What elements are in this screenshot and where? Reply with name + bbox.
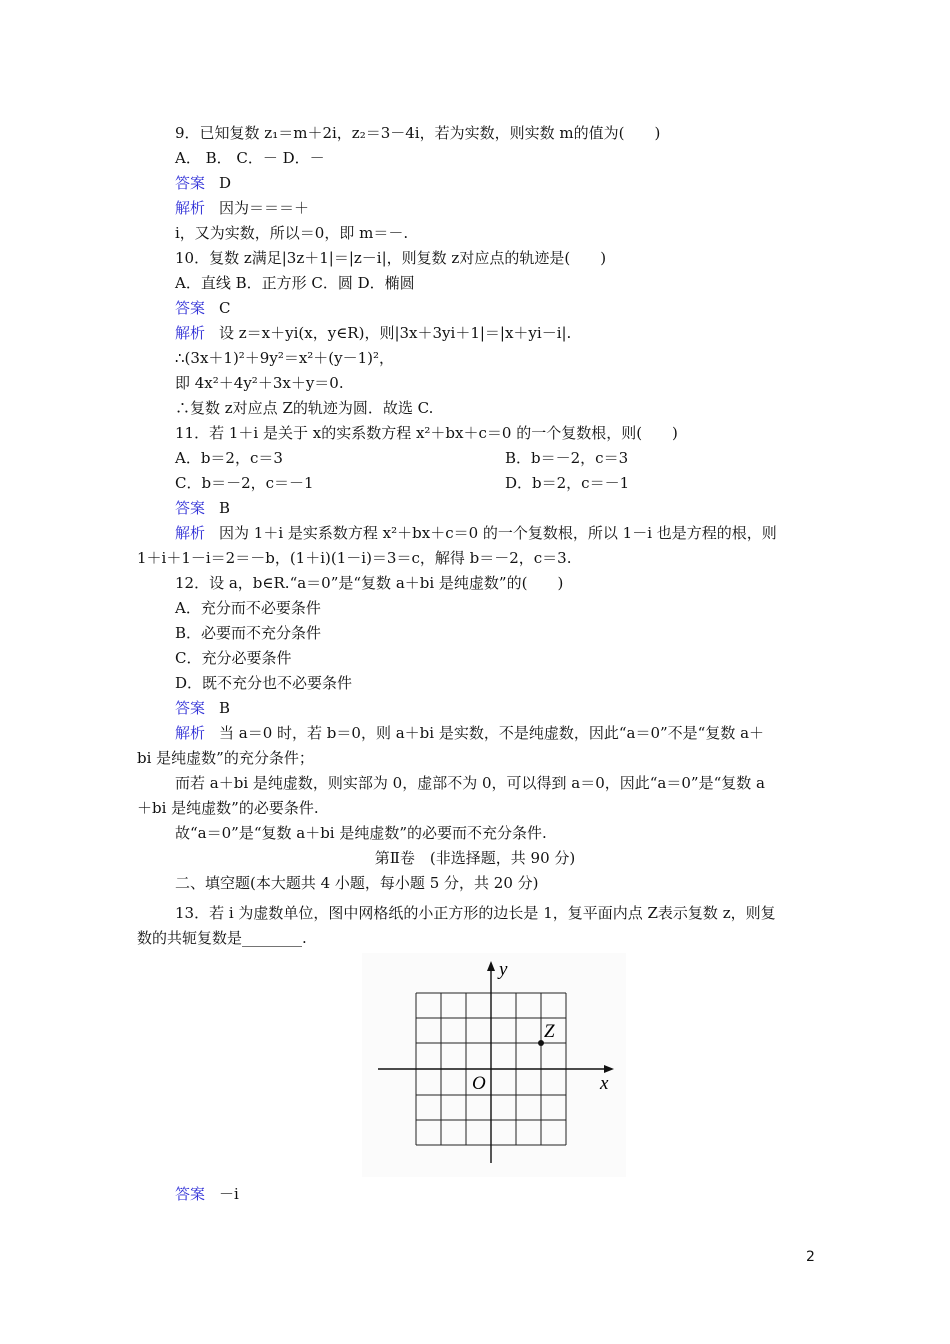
page-number: 2 <box>806 1249 815 1265</box>
answer-value: D <box>219 174 232 192</box>
q11-option-d: D．b＝2，c＝－1 <box>505 474 630 492</box>
q10-options: A．直线 B．正方形 C．圆 D．椭圆 <box>175 274 415 292</box>
q12-analysis-line: ＋bi 是纯虚数”的必要条件. <box>137 799 319 817</box>
q12-option-a: A．充分而不必要条件 <box>175 599 321 617</box>
q13-stem-line: 数的共轭复数是________. <box>137 929 307 947</box>
q12-analysis-line: 故“a＝0”是“复数 a＋bi 是纯虚数”的必要而不充分条件. <box>175 824 547 842</box>
q10-analysis-line: ∴复数 z对应点 Z的轨迹为圆．故选 C. <box>175 399 434 417</box>
q11-option-a: A．b＝2，c＝3 <box>175 449 283 467</box>
point-z-label: Z <box>544 1021 555 1042</box>
q12-stem: 12．设 a，b∈R.“a＝0”是“复数 a＋bi 是纯虚数”的( ) <box>175 574 564 592</box>
analysis-text: 因为＝＝＝＋ <box>219 199 310 217</box>
q10-analysis-line: 即 4x²＋4y²＋3x＋y＝0. <box>175 374 344 392</box>
section-title: 第Ⅱ卷 (非选择题，共 90 分) <box>374 849 576 867</box>
answer-value: B <box>219 699 231 717</box>
q11-analysis <box>175 523 777 543</box>
y-axis-label: y <box>499 959 508 980</box>
q9-analysis-line: i，又为实数，所以＝0，即 m＝－. <box>175 224 409 242</box>
analysis-label: 解析 <box>175 724 206 742</box>
answer-label: 答案 <box>175 174 206 192</box>
q10-analysis-line: ∴(3x＋1)²＋9y²＝x²＋(y－1)²， <box>175 349 395 367</box>
q12-option-c: C．充分必要条件 <box>175 649 292 667</box>
q12-analysis <box>175 723 764 743</box>
section-subtitle: 二、填空题(本大题共 4 小题，每小题 5 分，共 20 分) <box>175 874 539 892</box>
q9-stem: 9．已知复数 z₁＝m＋2i，z₂＝3－4i，若为实数，则实数 m的值为( ) <box>175 124 661 142</box>
grid-diagram <box>362 953 626 1177</box>
analysis-label: 解析 <box>175 199 206 217</box>
answer-value: C <box>219 299 231 317</box>
x-axis-arrow-icon <box>604 1065 614 1073</box>
q11-answer <box>175 498 230 518</box>
q13-stem: 13．若 i 为虚数单位，图中网格纸的小正方形的边长是 1，复平面内点 Z表示复数 z，则复 <box>175 904 776 922</box>
q9-answer <box>175 173 231 193</box>
answer-label: 答案 <box>175 299 206 317</box>
q10-analysis <box>175 323 571 343</box>
analysis-label: 解析 <box>175 324 206 342</box>
answer-label: 答案 <box>175 699 206 717</box>
q11-option-c: C．b＝－2，c＝－1 <box>175 474 314 492</box>
complex-plane-figure <box>362 953 626 1177</box>
analysis-text: 设 z＝x＋yi(x，y∈R)，则|3x＋3yi＋1|＝|x＋yi－i|. <box>219 324 572 342</box>
q9-options: A． B． C．－ D．－ <box>175 149 325 167</box>
q12-answer <box>175 698 230 718</box>
y-axis-arrow-icon <box>487 961 495 971</box>
q9-analysis <box>175 198 309 218</box>
q12-option-b: B．必要而不充分条件 <box>175 624 322 642</box>
q11-option-b: B．b＝－2，c＝3 <box>505 449 629 467</box>
q12-analysis-line: bi 是纯虚数”的充分条件； <box>137 749 314 767</box>
q10-answer <box>175 298 231 318</box>
answer-label: 答案 <box>175 499 206 517</box>
analysis-label: 解析 <box>175 524 206 542</box>
q12-option-d: D．既不充分也不必要条件 <box>175 674 353 692</box>
q11-analysis-line: 1＋i＋1－i＝2＝－b，(1＋i)(1－i)＝3＝c，解得 b＝－2，c＝3. <box>137 549 572 567</box>
answer-value: B <box>219 499 231 517</box>
q10-stem: 10．复数 z满足|3z＋1|＝|z－i|，则复数 z对应点的轨迹是( ) <box>175 249 607 267</box>
x-axis-label: x <box>600 1073 609 1094</box>
answer-label: 答案 <box>175 1185 206 1203</box>
origin-label: O <box>472 1073 486 1094</box>
analysis-text: 当 a＝0 时，若 b＝0，则 a＋bi 是实数，不是纯虚数，因此“a＝0”不是“复数 a＋ <box>219 724 765 742</box>
q12-analysis-line: 而若 a＋bi 是纯虚数，则实部为 0，虚部不为 0，可以得到 a＝0，因此“a＝0”是“复数 a <box>175 774 765 792</box>
answer-value: －i <box>219 1185 239 1203</box>
analysis-text: 因为 1＋i 是实系数方程 x²＋bx＋c＝0 的一个复数根，所以 1－i 也是方程的根，则 <box>219 524 777 542</box>
q11-stem: 11．若 1＋i 是关于 x的实系数方程 x²＋bx＋c＝0 的一个复数根，则( ) <box>175 424 678 442</box>
q13-answer <box>175 1184 239 1204</box>
